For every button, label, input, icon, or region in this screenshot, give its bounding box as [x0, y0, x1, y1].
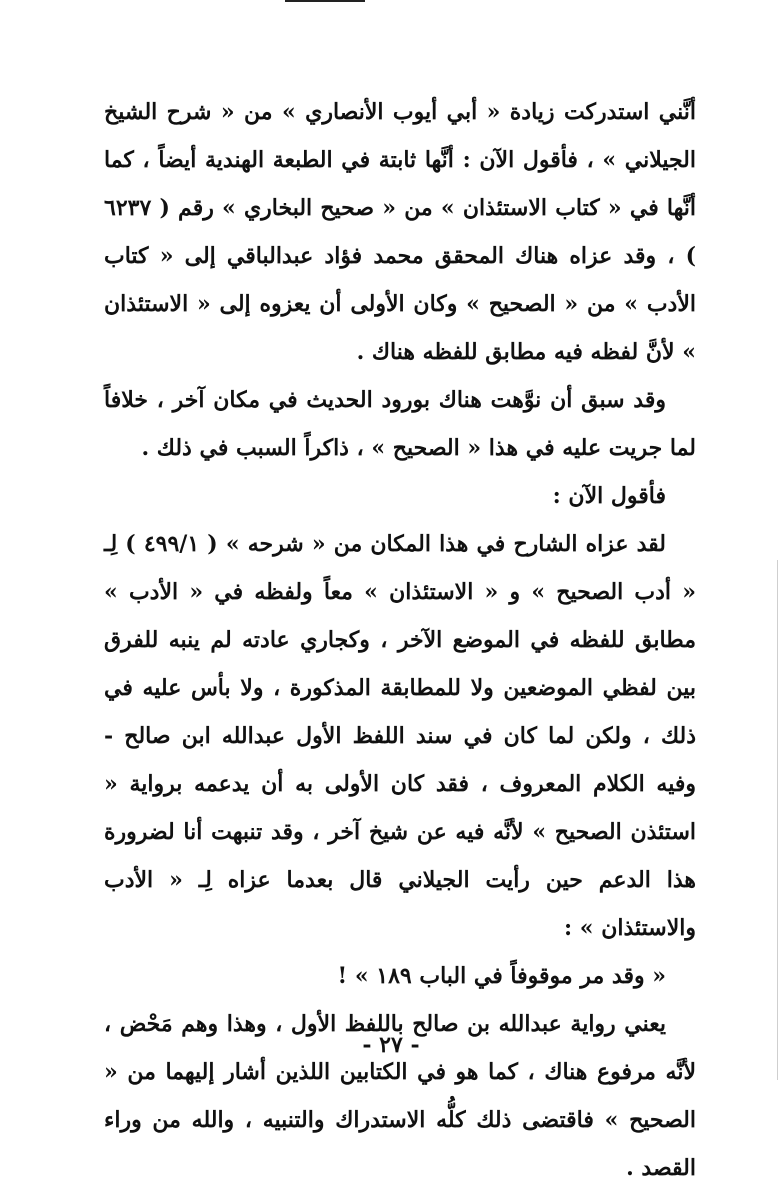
paragraph-6: يعني رواية عبدالله بن صالح باللفظ الأول ، وهذا وهم مَحْض ، لأنَّه مرفوع هناك ، كما هو في الكتابين اللذين أشار إليهما من « الصحيح » فاقتضى ذلك كلُّه الاستدراك والتنبيه ، والله من وراء القصد . — [104, 1011, 696, 1181]
paragraph-2: وقد سبق أن نوَّهت هناك بورود الحديث في مكان آخر ، خلافاً لما جريت عليه في هذا « الصحيح » ، ذاكراً السبب في ذلك . — [104, 387, 696, 461]
page-number: - ٢٧ - — [362, 1032, 420, 1058]
top-border-line — [285, 0, 365, 2]
page-body — [104, 88, 696, 1192]
paragraph-4: لقد عزاه الشارح في هذا المكان من « شرحه » ( ٤٩٩/١ ) لِـ « أدب الصحيح » و « الاستئذان » معاً ولفظه في « الأدب » مطابق للفظه في الموضع الآخر ، وكجاري عادته لم ينبه للفرق بين لفظي الموضعين ولا للمطابقة المذكورة ، ولا بأس عليه في ذلك ، ولكن لما كان في سند اللفظ الأول عبدالله ابن صالح - وفيه الكلام المعروف ، فقد كان الأولى به أن يدعمه برواية « استئذن الصحيح » لأنَّه فيه عن شيخ آخر ، وقد تنبهت أنا لضرورة هذا الدعم حين رأيت الجيلاني قال بعدما عزاه لِـ « الأدب والاستئذان » : — [104, 531, 696, 941]
paragraph-3-heading: فأقول الآن : — [552, 483, 666, 509]
paragraph-1: أنَّني استدركت زيادة « أبي أيوب الأنصاري » من « شرح الشيخ الجيلاني » ، فأقول الآن : أنَّها ثابتة في الطبعة الهندية أيضاً ، كما أنَّها في « كتاب الاستئذان » من « صحيح البخاري » رقم ( ٦٢٣٧ ) ، وقد عزاه هناك المحقق محمد فؤاد عبدالباقي إلى « كتاب الأدب » من « الصحيح » وكان الأولى أن يعزوه إلى « الاستئذان » لأنَّ لفظه فيه مطابق للفظه هناك . — [104, 99, 696, 365]
page-edge-line — [777, 560, 778, 1080]
paragraph-5-quote: « وقد مر موقوفاً في الباب ١٨٩ » ! — [337, 963, 666, 989]
